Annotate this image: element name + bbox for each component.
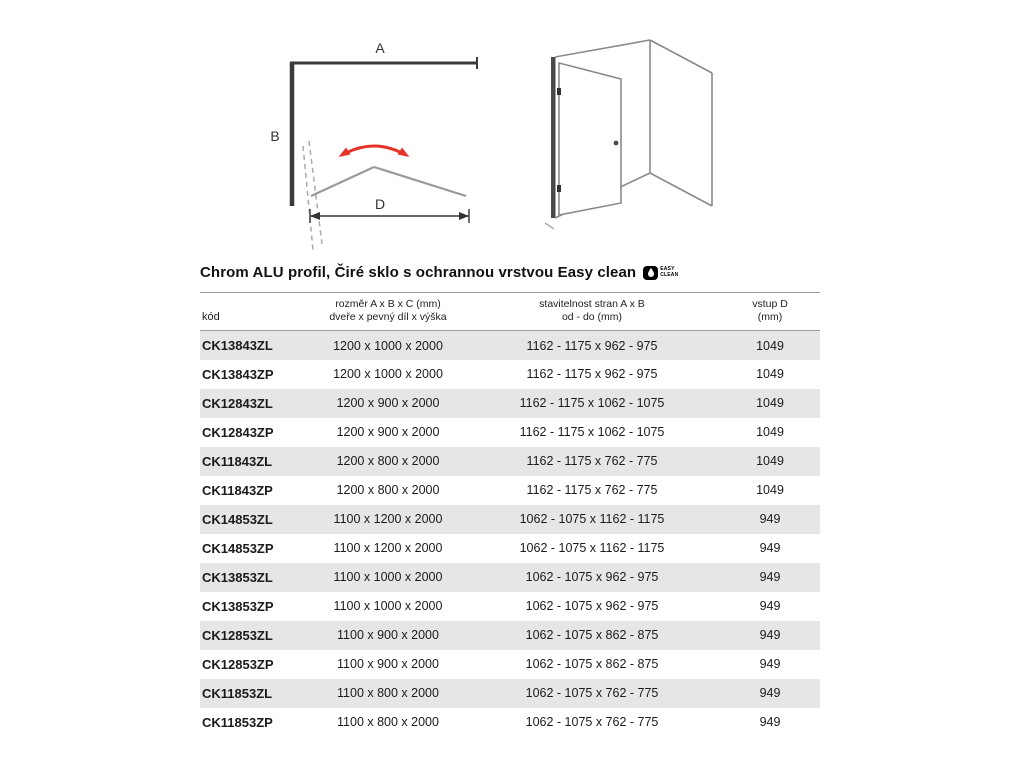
- cell-kod: CK12843ZL: [202, 395, 273, 411]
- cell-vstup: 949: [759, 599, 781, 614]
- door-hinge-top: [557, 88, 561, 95]
- cell-vstup: 1049: [756, 367, 784, 382]
- water-drop-icon: [643, 266, 658, 280]
- easy-clean-label: EASY CLEAN: [660, 265, 679, 278]
- cell-stavitelnost: 1062 - 1075 x 862 - 875: [525, 628, 659, 643]
- table-row: [200, 621, 820, 650]
- cell-rozmer: 1200 x 800 x 2000: [336, 454, 440, 469]
- cell-kod: CK14853ZL: [202, 511, 273, 527]
- cell-rozmer: 1100 x 1000 x 2000: [333, 570, 443, 585]
- cell-kod: CK11843ZL: [202, 453, 273, 469]
- table-row: [200, 708, 820, 737]
- table-row: [200, 331, 820, 360]
- cell-kod: CK13843ZL: [202, 338, 273, 353]
- dimension-d-line: [310, 209, 469, 223]
- dimension-diagram: [262, 33, 487, 268]
- cell-kod: CK11853ZP: [202, 714, 273, 730]
- cell-vstup: 1049: [756, 396, 784, 411]
- cell-rozmer: 1100 x 1200 x 2000: [333, 541, 443, 556]
- cell-vstup: 949: [759, 657, 781, 672]
- cell-rozmer: 1100 x 900 x 2000: [337, 628, 439, 643]
- cell-stavitelnost: 1062 - 1075 x 962 - 975: [525, 599, 659, 614]
- cell-rozmer: 1200 x 800 x 2000: [336, 483, 440, 498]
- table-row: [200, 447, 820, 476]
- cell-stavitelnost: 1162 - 1175 x 1062 - 1075: [519, 425, 665, 440]
- cell-rozmer: 1100 x 800 x 2000: [337, 686, 439, 701]
- open-door-panel: [557, 63, 621, 215]
- cell-rozmer: 1200 x 900 x 2000: [336, 425, 440, 440]
- cell-rozmer: 1100 x 900 x 2000: [337, 657, 439, 672]
- cell-stavitelnost: 1062 - 1075 x 1162 - 1175: [519, 512, 665, 527]
- section-heading: [200, 264, 678, 281]
- cell-stavitelnost: 1162 - 1175 x 962 - 975: [526, 367, 658, 382]
- cell-vstup: 949: [759, 570, 781, 585]
- door-hinge-bottom: [557, 185, 561, 192]
- table-row: [200, 505, 820, 534]
- right-glass-wall: [650, 40, 712, 206]
- cell-rozmer: 1200 x 900 x 2000: [336, 396, 440, 411]
- cell-vstup: 949: [759, 628, 781, 643]
- cell-stavitelnost: 1162 - 1175 x 1062 - 1075: [519, 396, 665, 411]
- table-row: [200, 679, 820, 708]
- spec-table: [200, 292, 820, 737]
- col-header-vstup: vstup D (mm): [720, 293, 820, 331]
- table-row: [200, 650, 820, 679]
- cell-vstup: 949: [759, 686, 781, 701]
- cell-stavitelnost: 1062 - 1075 x 762 - 775: [525, 715, 659, 730]
- cell-kod: CK12853ZL: [202, 627, 273, 643]
- cell-stavitelnost: 1162 - 1175 x 962 - 975: [526, 338, 658, 353]
- col-header-rozmer: rozměr A x B x C (mm) dveře x pevný díl x výška: [312, 293, 464, 331]
- dimension-d-label: D: [374, 196, 386, 212]
- cell-stavitelnost: 1162 - 1175 x 762 - 775: [526, 454, 658, 469]
- floor-mark: [545, 223, 554, 229]
- table-row: [200, 418, 820, 447]
- cell-rozmer: 1100 x 1000 x 2000: [333, 599, 443, 614]
- table-row: [200, 389, 820, 418]
- door-handle-knob: [614, 141, 619, 146]
- cell-vstup: 949: [759, 715, 781, 730]
- cell-stavitelnost: 1162 - 1175 x 762 - 775: [526, 483, 658, 498]
- cell-stavitelnost: 1062 - 1075 x 962 - 975: [525, 570, 659, 585]
- wall-profile-bar: [551, 57, 556, 218]
- cell-vstup: 1049: [756, 454, 784, 469]
- cell-vstup: 949: [759, 512, 781, 527]
- table-row: [200, 360, 820, 389]
- col-header-stavitelnost: stavitelnost stran A x B od - do (mm): [464, 293, 720, 331]
- cell-vstup: 1049: [756, 338, 784, 353]
- cell-stavitelnost: 1062 - 1075 x 862 - 875: [525, 657, 659, 672]
- table-row: [200, 592, 820, 621]
- enclosure-3d-diagram: [533, 33, 728, 238]
- cell-vstup: 1049: [756, 425, 784, 440]
- table-row: [200, 476, 820, 505]
- cell-kod: CK11853ZL: [202, 685, 273, 701]
- cell-stavitelnost: 1062 - 1075 x 1162 - 1175: [519, 541, 665, 556]
- easy-clean-badge: [643, 266, 678, 280]
- swing-arrow-icon: [339, 146, 410, 157]
- table-row: [200, 563, 820, 592]
- cell-rozmer: 1100 x 1200 x 2000: [333, 512, 443, 527]
- dimension-a-label: A: [375, 40, 385, 56]
- cell-stavitelnost: 1062 - 1075 x 762 - 775: [525, 686, 659, 701]
- cell-kod: CK12843ZP: [202, 424, 274, 440]
- product-variant-title: Chrom ALU profil, Čiré sklo s ochrannou vrstvou Easy clean: [200, 264, 637, 281]
- cell-vstup: 949: [759, 541, 781, 556]
- cell-rozmer: 1200 x 1000 x 2000: [333, 367, 443, 382]
- door-position-right-line: [374, 167, 466, 196]
- dimension-b-label: B: [270, 128, 280, 144]
- door-position-left-line: [311, 167, 374, 196]
- cell-rozmer: 1100 x 800 x 2000: [337, 715, 439, 730]
- cell-kod: CK12853ZP: [202, 656, 274, 672]
- table-header-row: [200, 293, 820, 331]
- cell-kod: CK13853ZP: [202, 598, 274, 614]
- cell-kod: CK13843ZP: [202, 366, 274, 382]
- cell-rozmer: 1200 x 1000 x 2000: [333, 338, 443, 353]
- cell-vstup: 1049: [756, 483, 784, 498]
- col-header-kod: kód: [200, 293, 312, 331]
- cell-kod: CK13853ZL: [202, 569, 273, 585]
- table-row: [200, 534, 820, 563]
- cell-kod: CK14853ZP: [202, 540, 274, 556]
- cell-kod: CK11843ZP: [202, 482, 273, 498]
